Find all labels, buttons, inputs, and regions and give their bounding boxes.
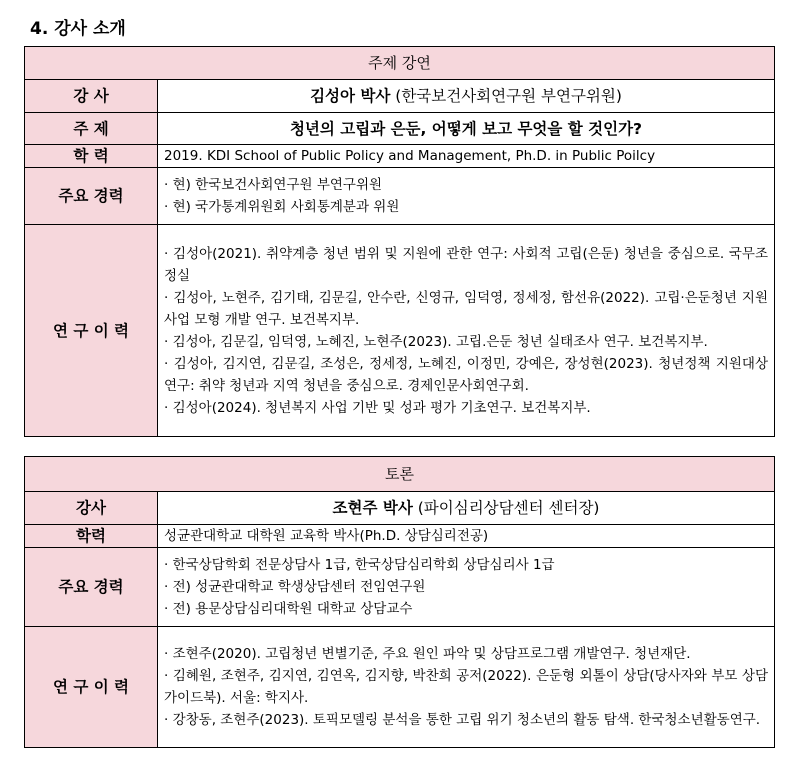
discussant-education-label: 학력 [25,525,158,548]
research-item: · 김혜원, 조현주, 김지연, 김연옥, 김지향, 박찬희 공저(2022). 은둔형 외톨이 상담(당사자와 부모 상담 가이드북). 서울: 학지사. [164,668,769,706]
discussant-label: 강사 [25,492,158,525]
research-item: · 김성아(2024). 청년복지 사업 기반 및 성과 평가 기초연구. 보건복지부. [164,399,591,416]
career-item: · 전) 성균관대학교 학생상담센터 전임연구원 [164,579,426,595]
career-item: · 현) 국가통계위원회 사회통계분과 위원 [164,199,400,215]
education-label: 학 력 [25,145,158,168]
research-item: · 김성아, 김문길, 임덕영, 노혜진, 노현주(2023). 고립.은둔 청년 실태조사 연구. 보건복지부. [164,333,708,350]
research-item: · 김성아(2021). 취약계층 청년 범위 및 지원에 관한 연구: 사회적 고립(은둔) 청년을 중심으로. 국무조정실 [164,245,769,284]
research-item: · 조현주(2020). 고립청년 변별기준, 주요 원인 파악 및 상담프로그램 개발연구. 청년재단. [164,646,691,662]
topic-label: 주 제 [25,113,158,145]
discussant-career-list [158,548,775,627]
lecturer-label: 강 사 [25,80,158,113]
section-title: 4. 강사 소개 [30,19,126,39]
discussant-career-label: 주요 경력 [25,548,158,627]
education-value: 2019. KDI School of Public Policy and Management, Ph.D. in Public Poilcy [158,145,775,168]
discussion-table [24,456,775,748]
lecturer-value [158,80,775,113]
discussant-education-value: 성균관대학교 대학원 교육학 박사(Ph.D. 상담심리전공) [158,525,775,548]
lecture-table [24,46,775,437]
career-item: · 현) 한국보건사회연구원 부연구위원 [164,177,383,193]
lecturer-affiliation: (한국보건사회연구원 부연구위원) [390,87,622,105]
career-label: 주요 경력 [25,168,158,225]
career-list [158,168,775,225]
discussant-research-list [158,627,775,748]
research-item: · 강창동, 조현주(2023). 토픽모델링 분석을 통한 고립 위기 청소년의 활동 탐색. 한국청소년활동연구. [164,712,761,728]
discussant-affiliation: (파이심리상담센터 센터장) [412,499,600,517]
research-item: · 김성아, 김지연, 김문길, 조성은, 정세정, 노혜진, 이정민, 강예은, 장성현(2023). 청년정책 지원대상 연구: 취약 청년과 지역 청년을 중심으로. 경제인문사회연구회. [164,355,769,394]
research-list [158,225,775,437]
research-item: · 김성아, 노현주, 김기태, 김문길, 안수란, 신영규, 임덕영, 정세정, 함선유(2022). 고립·은둔청년 지원 사업 모형 개발 연구. 보건복지부. [164,289,769,328]
discussion-header: 토론 [25,457,775,492]
lecturer-name: 김성아 박사 [310,87,391,105]
research-label: 연 구 이 력 [25,225,158,437]
topic-value: 청년의 고립과 은둔, 어떻게 보고 무엇을 할 것인가? [158,113,775,145]
discussant-research-label: 연 구 이 력 [25,627,158,748]
career-item: · 전) 용문상담심리대학원 대학교 상담교수 [164,601,413,617]
discussant-value [158,492,775,525]
career-item: · 한국상담학회 전문상담사 1급, 한국상담심리학회 상담심리사 1급 [164,557,555,573]
discussant-name: 조현주 박사 [332,499,413,517]
lecture-header: 주제 강연 [25,47,775,80]
